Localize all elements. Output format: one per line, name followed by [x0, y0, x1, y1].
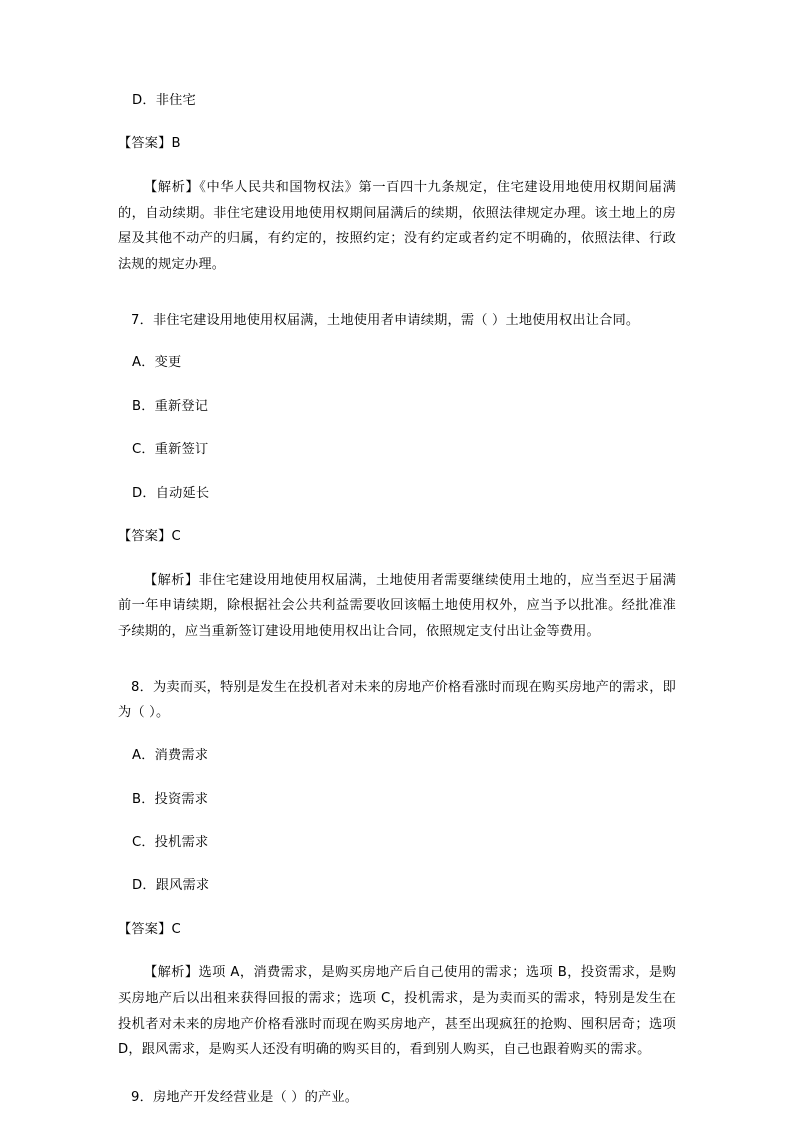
- option-line: B．重新登记: [132, 398, 209, 414]
- option-line: C．投机需求: [132, 835, 209, 850]
- option-line: D．非住宅: [132, 93, 196, 108]
- answer-line: 【答案】C: [118, 529, 181, 545]
- question-stem: 8．为卖而买，特别是发生在投机者对未来的房地产价格看涨时而现在购买房地产的需求，即为（ ）。: [118, 679, 676, 721]
- option-line: D．自动延长: [132, 485, 210, 501]
- option-line: A．变更: [132, 355, 182, 371]
- answer-line: 【答案】B: [118, 136, 181, 152]
- explanation-paragraph: 【解析】《中华人民共和国物权法》第一百四十九条规定，住宅建设用地使用权期间届满的，自动续期。非住宅建设用地使用权期间届满后的续期，依照法律规定办理。该土地上的房屋及其他不动产的归属，有约定的，按照约定；没有约定或者约定不明确的，依照法律、行政法规的规定办理。: [118, 179, 676, 273]
- option-line: D．跟风需求: [132, 878, 210, 894]
- option-line: B．投资需求: [132, 791, 209, 807]
- answer-line: 【答案】C: [118, 921, 181, 937]
- option-line: A．消费需求: [132, 748, 209, 764]
- explanation-paragraph: 【解析】非住宅建设用地使用权届满，土地使用者需要继续使用土地的，应当至迟于届满前一年申请续期，除根据社会公共利益需要收回该幅土地使用权外，应当予以批准。经批准准予续期的，应当重新签订建设用地使用权出让合同，依照规定支付出让金等费用。: [118, 572, 676, 639]
- option-line: C．重新签订: [132, 442, 209, 458]
- question-stem: 9．房地产开发经营业是（ ）的产业。: [131, 1090, 359, 1106]
- explanation-paragraph: 【解析】选项 A，消费需求，是购买房地产后自己使用的需求；选项 B，投资需求，是购买房地产后以出租来获得回报的需求；选项 C，投机需求，是为卖而买的需求，特别是发生在投机者对未来的房地产价格看涨时而现在购买房地产，甚至出现疯狂的抢购、囤积居奇；选项 D，跟风需求，是购买人还没有明确的购买目的，看到别人购买，自己也跟着购买的需求。: [118, 965, 676, 1058]
- question-stem: 7．非住宅建设用地使用权届满，土地使用者申请续期，需（ ）土地使用权出让合同。: [131, 312, 640, 328]
